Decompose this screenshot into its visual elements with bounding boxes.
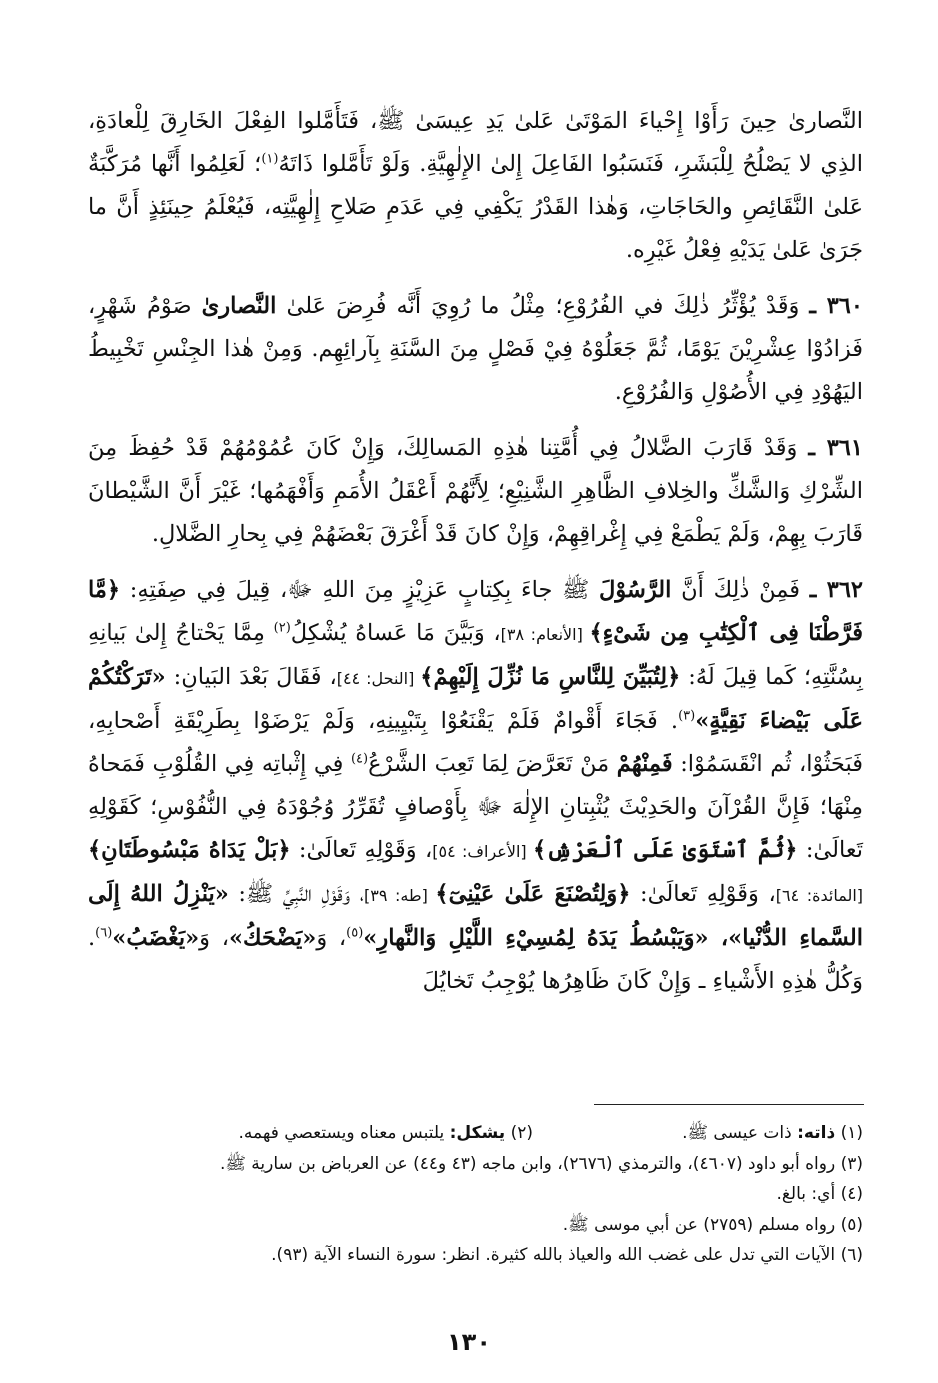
quran-verse: ﴿وَلِتُصْنَعَ عَلَىٰ عَيْنِىٓ﴾ xyxy=(435,881,631,907)
emphasis-text: فَمِنْهُمْ xyxy=(616,751,673,777)
verse-reference: [الأنعام: ٣٨] xyxy=(500,625,590,644)
text-run: ، وَبَيَّنَ مَا عَساهُ يُشْكِلُ xyxy=(290,620,501,646)
text-run: وَقَدْ قَارَبَ الضَّلالُ فِي أُمَّتِنا هٰذِهِ المَسالِكَ، وَإِنْ كَانَ عُمُوْمُهُمْ قَدْ حُفِظَ مِنَ الشِّرْكِ وَالشَّكِّ والخِلافِ الظَّاهِرِ الشَّنِيْعِ؛ لِأَنَّهُمْ أَعْقَلُ الأُمَمِ وَأَفْهَمُها؛ غَيْرَ أَنَّ الشَّيْطانَ قَارَبَ بِهِمْ، وَلَمْ يَطْمَعْ فِي إِغْراقِهِمْ، وَإِنْ كانَ قَدْ أَغْرَقَ بَعْضَهُمْ فِي بِحارِ الضَّلالِ. xyxy=(88,435,863,547)
emphasis-text: «يَضْحَكُ» xyxy=(228,925,317,951)
text-run: ، وَقَوْلِ النَّبِيِّ ﷺ: xyxy=(228,881,365,907)
text-run: ، فَقَالَ بَعْدَ البَيانِ: xyxy=(165,664,337,690)
verse-reference: [المائدة: ٦٤] xyxy=(775,886,863,905)
text-run: وَقَدْ يُؤْثِّرُ ذٰلِكَ في الفُرُوْعِ؛ مِثْلُ ما رُوِيَ أَنَّه فُرِضَ عَلىٰ xyxy=(276,293,810,319)
paragraph-number: ٣٦٠ ـ xyxy=(809,293,863,319)
text-run: ﷺ جاءَ بِكِتابٍ عَزِيْزٍ مِنَ اللهِ ﷻ، قِيلَ فِي صِفَتِهِ: xyxy=(120,577,599,603)
text-run: ، وَقَوْلِهِ تَعالَىٰ: xyxy=(630,881,776,907)
footnote-marker: (١) xyxy=(261,151,279,167)
footnote-marker: (٤) xyxy=(350,751,369,767)
footnote-4: (٤) أي: بالغ. xyxy=(776,1184,863,1204)
quran-verse: ﴿ثُمَّ ٱسْتَوَىٰ عَلَى ٱلْعَرْشِ﴾ xyxy=(532,837,798,863)
page-number: ١٣٠ xyxy=(447,1328,491,1356)
paragraph-number: ٣٦٢ ـ xyxy=(809,577,863,603)
footnote-row-1 xyxy=(88,1118,863,1149)
verse-reference: [الأعراف: ٥٤] xyxy=(432,842,533,861)
emphasis-text: «تَرَكْتُكُمْ عَلَى بَيْضاءَ نَقِيَّةٍ» xyxy=(88,664,863,734)
text-run: ، وَ xyxy=(316,925,347,951)
emphasis-text: «يَغْضَبُ» xyxy=(112,925,200,951)
paragraph-3 xyxy=(88,569,863,1003)
footnote-marker: (٦) xyxy=(95,925,113,941)
footnote-6: (٦) الآيات التي تدل على غضب الله والعياذ بالله كثيرة. انظر: سورة النساء الآية (٩٣). xyxy=(271,1245,863,1265)
paragraph-number: ٣٦١ ـ xyxy=(808,435,863,461)
text-run: ؛ لَعَلِمُوا أَنَّها مُرَكَّبَةٌ عَلىٰ النَّقَائِصِ والحَاجَاتِ، وَهٰذا القَدْرُ يَكْفِي فِي عَدَمِ صَلاحِ إِلٰهِيَّتِه، فَيُعْلَمُ حِينَئِذٍ أَنَّ ما جَرَىٰ عَلىٰ يَدَيْهِ فِعْلُ غَيْرِه. xyxy=(88,151,863,263)
main-text xyxy=(88,100,863,1003)
footnote-1: (١) ذاته: ذات عيسى ﷺ. xyxy=(682,1123,863,1143)
text-run: صَوْمُ شَهْرٍ، فَزادُوْا عِشْرِيْنَ يَوْمًا، ثُمَّ جَعَلُوْهُ فِيْ فَصْلٍ مِنَ السَّنَةِ بِآرائِهِم. وَمِنْ هٰذا الجِنْسِ تَخْبِيطُ اليَهُوْدِ فِي الأُصُوْلِ وَالفُرُوْعِ. xyxy=(88,293,863,405)
quran-verse: ﴿لِتُبَيِّنَ لِلنَّاسِ مَا نُزِّلَ إِلَيْهِمْ﴾ xyxy=(420,664,681,690)
emphasis-text: «يَنْزِلُ اللهُ إِلَى السَّماءِ الدُّنْيا»، «وَيَبْسُطُ يَدَهُ لِمُسِيْءِ اللَّيْلِ وَالنَّهارِ» xyxy=(88,881,863,951)
verse-reference: [طه: ٣٩] xyxy=(364,886,436,905)
verse-reference: [النحل: ٤٤] xyxy=(336,669,421,688)
footnote-5: (٥) رواه مسلم (٢٧٥٩) عن أبي موسى ﷺ. xyxy=(562,1214,863,1235)
text-run: فِي إِثْباتِه فِي القُلُوْبِ فَمَحاهُ مِنْهَا؛ فَإِنَّ القُرْآنَ والحَدِيْثَ يُثْبِتانِ الإِلٰهَ ﷻ بِأَوْصافٍ تُقَرِّرُ وُجُوْدَهُ فِي النُّفُوْسِ؛ كَقَوْلِهِ تَعالَىٰ: xyxy=(88,751,863,863)
text-run: ، وَ xyxy=(199,925,229,951)
text-run: فَمِنْ ذٰلِكَ أَنَّ xyxy=(671,577,810,603)
footnote-marker: (٢) xyxy=(273,620,291,636)
quran-verse: ﴿بَلْ يَدَاهُ مَبْسُوطَتَانِ﴾ xyxy=(88,837,291,863)
text-run: ، وَقَوْلِهِ تَعالَىٰ: xyxy=(290,837,433,863)
paragraph-1 xyxy=(88,285,863,414)
footnote-marker: (٥) xyxy=(346,925,364,941)
text-run: مِمَّا يَحْتاجُ إِلىٰ بَيانِهِ بِسُنَّتِهِ؛ كَما قِيلَ لَهُ: xyxy=(88,620,863,690)
text-run: . فَجَاءَ أَقْوامٌ فَلَمْ يَقْنَعُوْا بِتَبْيِينِهِ، وَلَمْ يَرْضَوْا بِطَرِيْقَةِ أَصْحابِهِ، فَبَحَثُوْا، ثُم انْقَسَمُوْا: xyxy=(88,708,864,777)
text-run: . وَكُلُّ هٰذِهِ الأَشْياءِ ـ وَإِنْ كَانَ ظَاهِرُها يُوْجِبُ تَخايُلَ xyxy=(88,925,863,994)
footnotes xyxy=(88,1118,863,1271)
text-run: مَنْ تَعَرَّضَ لِمَا تَعِبَ الشَّرْعُ xyxy=(368,751,617,777)
emphasis-text: الرَّسُوْلَ xyxy=(599,577,672,603)
text-run: النَّصارىٰ حِينَ رَأَوْا إِحْياءَ المَوْتَىٰ عَلىٰ يَدِ عِيسَىٰ ﷺ، فَتَأَمَّلوا الفِعْلَ الخَارِقَ لِلْعادَةِ، الذِي لا يَصْلُحُ لِلْبَشَرِ، فَنَسَبُوا الفَاعِلَ إِلىٰ الإِلٰهِيَّةِ. وَلَوْ تَأَمَّلوا ذَاتَهُ xyxy=(88,108,863,177)
paragraph-0 xyxy=(88,100,863,272)
quran-verse: ﴿مَّا فَرَّطْنَا فِى ٱلْكِتَٰبِ مِن شَىْءٍ﴾ xyxy=(88,577,863,646)
footnote-2: (٢) يشكل: يلتبس معناه ويستعصي فهمه. xyxy=(238,1123,533,1143)
footnote-3: (٣) رواه أبو داود (٤٦٠٧)، والترمذي (٢٦٧٦)، وابن ماجه (٤٣ و٤٤) عن العرباض بن سارية ﷺ. xyxy=(219,1153,863,1174)
footnote-marker: (٣) xyxy=(678,708,696,724)
paragraph-2 xyxy=(88,427,863,556)
emphasis-text: النَّصارىٰ xyxy=(201,293,277,319)
footnote-separator xyxy=(594,1104,864,1105)
